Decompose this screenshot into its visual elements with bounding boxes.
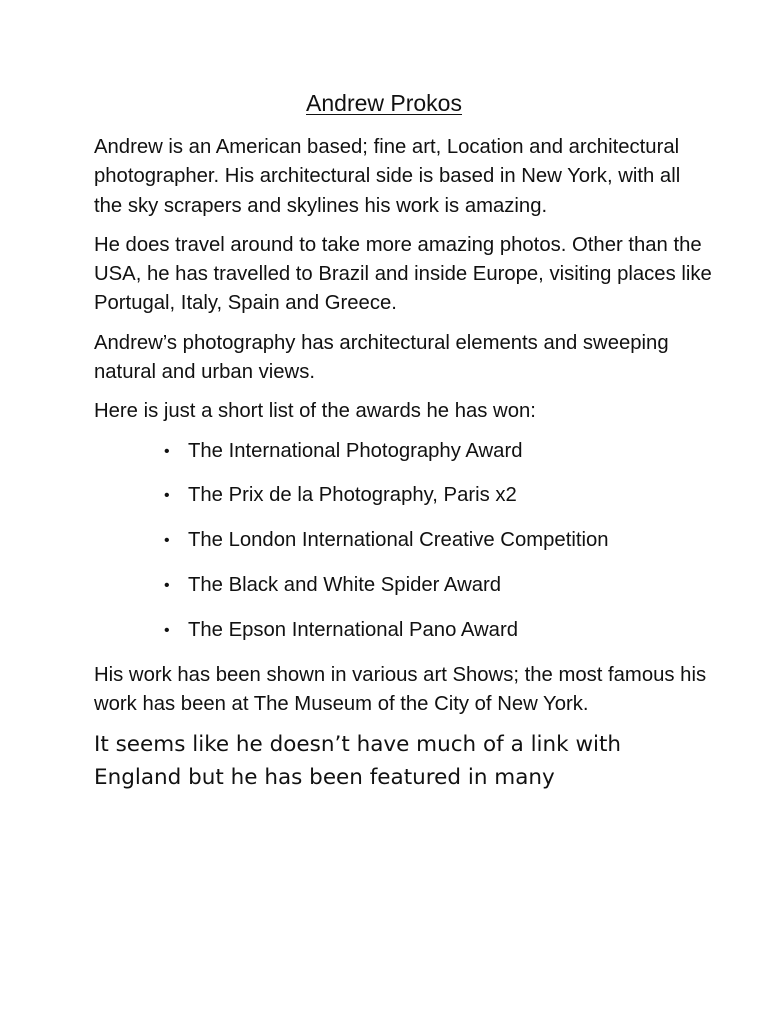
intro-paragraph: Andrew is an American based; fine art, Location and architectural photographer. His architectural side is based in New York, with all the sky scrapers and skylines his work is amazing. <box>94 136 681 217</box>
travel-paragraph: He does travel around to take more amazing photos. Other than the USA, he has travelled to Brazil and inside Europe, visiting places like Portugal, Italy, Spain and Greece. <box>94 233 712 315</box>
bullet-icon: • <box>164 532 170 550</box>
award-label: The Prix de la Photography, Paris x2 <box>188 484 517 507</box>
award-label: The Black and White Spider Award <box>188 574 502 597</box>
document-body <box>94 133 714 804</box>
list-item <box>164 616 714 645</box>
bullet-icon: • <box>164 621 170 639</box>
award-label: The London International Creative Competition <box>188 529 609 552</box>
document-title: Andrew Prokos <box>306 90 462 116</box>
awards-intro-paragraph: Here is just a short list of the awards he has won: <box>94 400 536 423</box>
england-paragraph: It seems like he doesn’t have much of a link with England but he has been featured in many <box>94 732 622 790</box>
list-item <box>164 481 714 510</box>
bullet-icon: • <box>164 487 170 505</box>
award-label: The Epson International Pano Award <box>188 618 518 641</box>
award-label: The International Photography Award <box>188 439 523 462</box>
awards-list <box>94 437 714 645</box>
bullet-icon: • <box>164 442 170 460</box>
exhibitions-paragraph: His work has been shown in various art Shows; the most famous his work has been at The Museum of the City of New York. <box>94 663 707 715</box>
list-item <box>164 437 714 466</box>
list-item <box>164 526 714 555</box>
list-item <box>164 571 714 600</box>
style-paragraph: Andrew’s photography has architectural elements and sweeping natural and urban views. <box>94 331 669 384</box>
bullet-icon: • <box>164 577 170 595</box>
